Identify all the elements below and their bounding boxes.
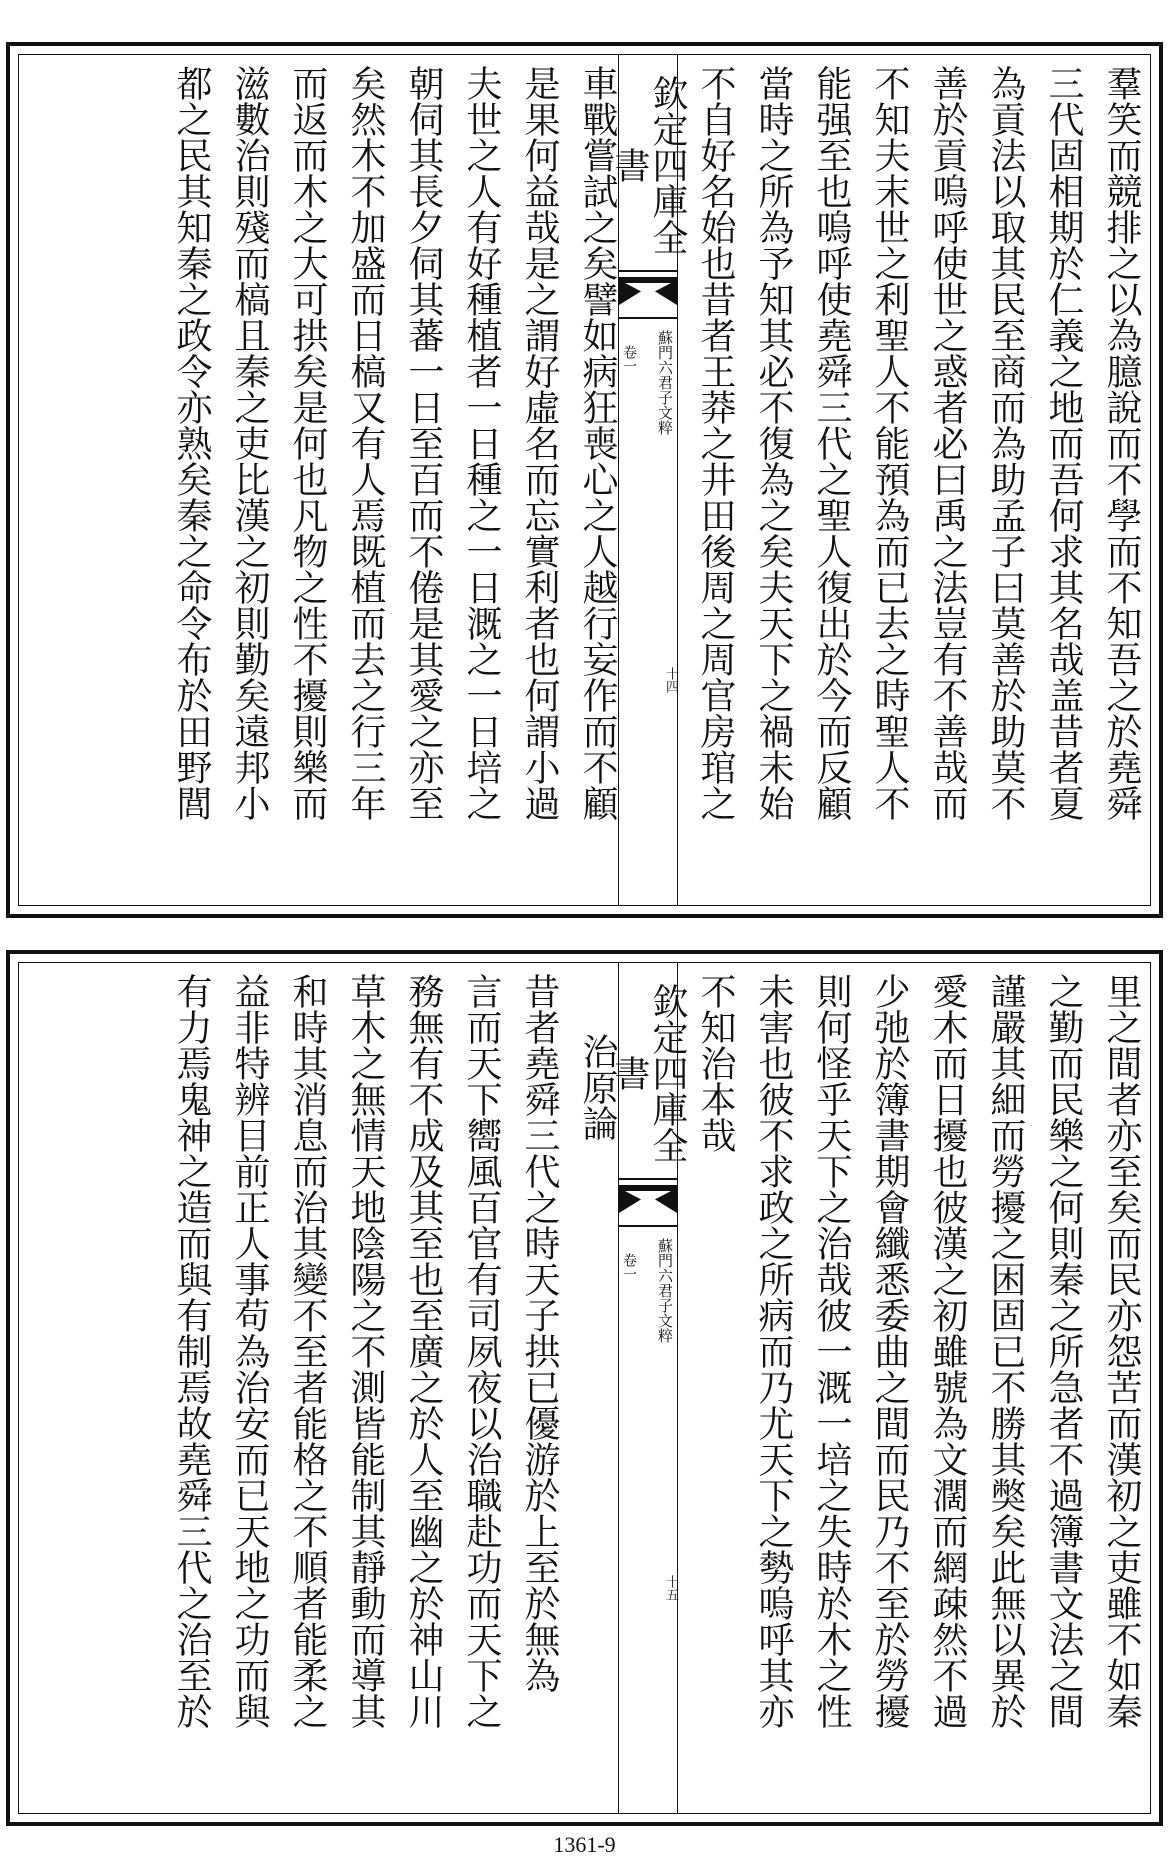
- center-strip: [609, 963, 688, 1813]
- text-column: 車戰嘗試之矣譬如病狂喪心之人越行妄作而不顧: [577, 65, 618, 821]
- text-column: 當時之所為予知其必不復為之矣夫天下之禍未始: [753, 65, 794, 821]
- divider: [619, 1178, 677, 1180]
- fishtail-mark-icon: [619, 1183, 677, 1223]
- text-column: 羣笑而競排之以為臆說而不學而不知吾之於堯舜: [1101, 65, 1142, 821]
- text-column: 滋數治則殘而槁且秦之吏比漢之初則勤矣遠邦小: [229, 65, 270, 821]
- divider: [619, 270, 677, 272]
- text-column: 未害也彼不求政之所病而乃尤天下之勢嗚呼其亦: [753, 973, 794, 1729]
- volume-label: 卷一: [621, 345, 637, 373]
- text-column: 和時其消息而治其變不至者能格之不順者能柔之: [287, 973, 328, 1729]
- text-column: 言而天下嚮風百官有司夙夜以治職赴功而天下之: [461, 973, 502, 1729]
- essay-title: 治原論: [577, 1033, 618, 1141]
- bottom-page-frame: [18, 962, 1151, 1814]
- text-column: 而返而木之大可拱矣是何也凡物之性不擾則樂而: [287, 65, 328, 821]
- text-column: 之勤而民樂之何則秦之所急者不過簿書文法之間: [1043, 973, 1084, 1729]
- divider: [619, 1225, 677, 1227]
- text-column: 為貢法以取其民至商而為助孟子曰莫善於助莫不: [985, 65, 1026, 821]
- text-column: 有力焉鬼神之造而與有制焉故堯舜三代之治至於: [171, 973, 212, 1729]
- text-column: 矣然木不加盛而日槁又有人焉既植而去之行三年: [345, 65, 386, 821]
- text-column: 朝伺其長夕伺其蕃一日至百而不倦是其愛之亦至: [403, 65, 444, 821]
- divider: [619, 317, 677, 319]
- text-column: 能强至也嗚呼使堯舜三代之聖人復出於今而反顧: [811, 65, 852, 821]
- text-column: 里之間者亦至矣而民亦怨苦而漢初之吏雖不如秦: [1101, 973, 1142, 1729]
- bottom-page: [6, 950, 1163, 1826]
- collection-title: 蘇門六君子文粹: [656, 330, 674, 435]
- book-title: 欽定四庫全書: [609, 983, 688, 1163]
- text-column: 不知治本哉: [695, 973, 736, 1153]
- text-column: 善於貢嗚呼使世之惑者必曰禹之法豈有不善哉而: [927, 65, 968, 821]
- text-column: 草木之無情天地陰陽之不測皆能制其靜動而導其: [345, 973, 386, 1729]
- text-column: 夫世之人有好種植者一日種之一日溉之一日培之: [461, 65, 502, 821]
- book-title: 欽定四庫全書: [609, 75, 688, 255]
- text-column: 謹嚴其細而勞擾之困固已不勝其獘矣此無以異於: [985, 973, 1026, 1729]
- text-column: 是果何益哉是之謂好虛名而忘實利者也何謂小過: [519, 65, 560, 821]
- text-column: 不知夫末世之利聖人不能預為而已去之時聖人不: [869, 65, 910, 821]
- text-column: 則何怪乎天下之治哉彼一溉一培之失時於木之性: [811, 973, 852, 1729]
- folio-number: 十五: [663, 1575, 678, 1601]
- folio-number: 十四: [663, 667, 678, 693]
- center-strip: [609, 55, 688, 905]
- text-column: 昔者堯舜三代之時天子拱已優游於上至於無為: [519, 973, 560, 1693]
- text-column: 都之民其知秦之政令亦熟矣秦之命令布於田野閭: [171, 65, 212, 821]
- page-footer-number: 1361-9: [553, 1832, 616, 1857]
- text-column: 愛木而日擾也彼漢之初雖號為文濶而網疎然不過: [927, 973, 968, 1729]
- text-column: 三代固相期於仁義之地而吾何求其名哉盖昔者夏: [1043, 65, 1084, 821]
- text-column: 務無有不成及其至也至廣之於人至幽之於神山川: [403, 973, 444, 1729]
- fishtail-mark-icon: [619, 275, 677, 315]
- volume-label: 卷一: [621, 1253, 637, 1281]
- text-column: 益非特辨目前正人事苟為治安而已天地之功而與: [229, 973, 270, 1729]
- text-column: 少弛於簿書期會纖悉委曲之間而民乃不至於勞擾: [869, 973, 910, 1729]
- top-page-frame: [18, 54, 1151, 906]
- collection-title: 蘇門六君子文粹: [656, 1238, 674, 1343]
- text-column: 不自好名始也昔者王莽之井田後周之周官房琯之: [695, 65, 736, 821]
- top-page: [6, 42, 1163, 918]
